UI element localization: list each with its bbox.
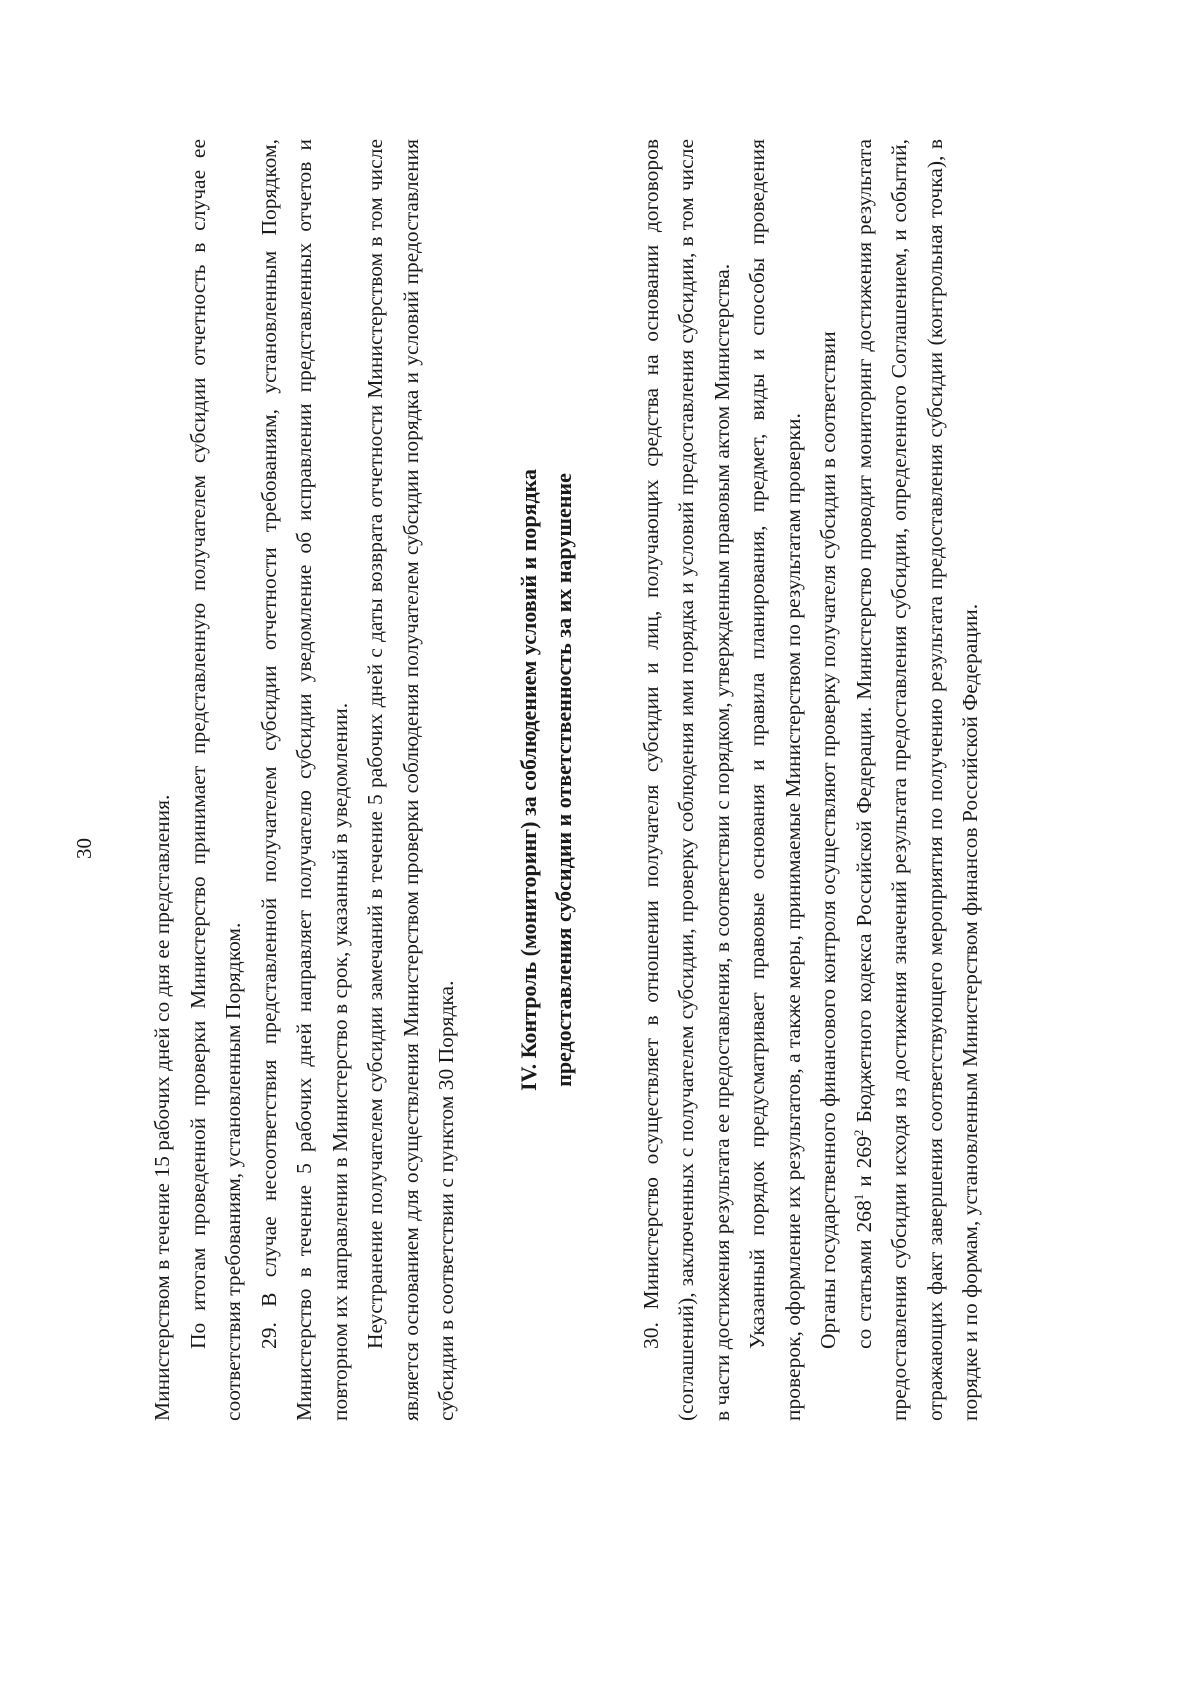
paragraph-monitoring [847, 139, 989, 1421]
paragraph-29: 29. В случае несоответствия представленной получателем субсидии отчетности требованиям, установленным Порядком, Министерство в течение 5 рабочих дней направляет получателю субсидии уведомление об исправлении представленных отчетов и повторном их направлении в Министерство в срок, указанный в уведомлении. [256, 139, 352, 1421]
paragraph-continuation: Министерством в течение 15 рабочих дней со дня ее представления. [150, 794, 174, 1421]
superscript-1: 1 [850, 1193, 866, 1201]
paragraph-procedure: Указанный порядок предусматривает правовые основания и правила планирования, предмет, виды и способы проведения проверок, оформление их результатов, а также меры, принимаемые Министерством по результатам проверки. [745, 139, 805, 1421]
section-heading-line-2: предоставления субсидии и ответственность за их нарушение [551, 473, 576, 1087]
paragraph-financial-control: Органы государственного финансового контроля осуществляют проверку получателя субсидии в соответствии [816, 331, 840, 1349]
section-heading-line-1: IV. Контроль (мониторинг) за соблюдением условий и порядка [515, 469, 541, 1091]
monitoring-text-part-2: и 269 [851, 1136, 876, 1194]
document-body [145, 139, 989, 1421]
monitoring-text-part-1: со статьями 268 [851, 1200, 876, 1349]
paragraph-review-result: По итогам проведенной проверки Министерство принимает представленную получателем субсидии отчетность в случае ее соответствия требованиям, установленным Порядком. [185, 139, 245, 1421]
monitoring-text-part-3: Бюджетного кодекса Российской Федерации. Министерство проводит мониторинг достижения результата предоставления субсидии исходя из достижения значений результата предоставления субсидии, определенного Соглашением, и событий, отражающих факт завершения соответствующего мероприятия по получению результата предоставления субсидии (контрольная точка), в порядке и по формам, установленным Министерством финансов Российской Федерации. [851, 139, 982, 1421]
superscript-2: 2 [850, 1129, 866, 1137]
paragraph-non-elimination: Неустранение получателем субсидии замечаний в течение 5 рабочих дней с даты возврата отчетности Министерством в том числе является основанием для осуществления Министерством проверки соблюдения получателем субсидии порядка и условий предоставления субсидии в соответствии с пунктом 30 Порядка. [363, 139, 458, 1421]
page-number: 30 [72, 838, 96, 859]
section-heading [511, 139, 582, 1421]
paragraph-30: 30. Министерство осуществляет в отношении получателя субсидии и лиц, получающих средства на основании договоров (соглашений), заключенных с получателем субсидии, проверку соблюдения ими порядка и условий предоставления субсидии, в том числе в части достижения результата ее предоставления, в соответствии с порядком, утвержденным правовым актом Министерства. [638, 139, 734, 1421]
